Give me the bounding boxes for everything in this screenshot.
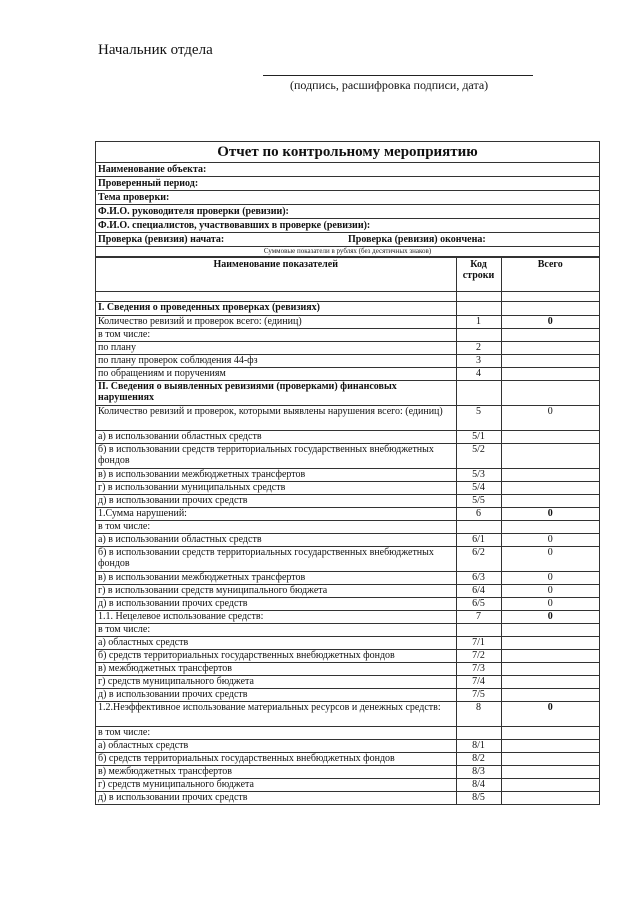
- row-code: 6/1: [456, 534, 501, 547]
- row-total: [501, 663, 599, 676]
- row-code: 7/5: [456, 689, 501, 702]
- row-code: 8: [456, 702, 501, 727]
- field-dates: [96, 233, 599, 247]
- report-form: [95, 141, 600, 805]
- table-row: [96, 431, 599, 444]
- position-title: Начальник отдела: [98, 42, 213, 58]
- row-code: 5/4: [456, 482, 501, 495]
- row-name: в) в использовании межбюджетных трансфертов: [96, 572, 456, 585]
- row-code: 6/2: [456, 547, 501, 572]
- row-code: [456, 302, 501, 316]
- row-total: [501, 381, 599, 406]
- row-total: [501, 329, 599, 342]
- table-row: [96, 534, 599, 547]
- row-total: [501, 650, 599, 663]
- field-period: Проверенный период:: [96, 177, 599, 191]
- row-total: 0: [501, 406, 599, 431]
- row-name: в) межбюджетных трансфертов: [96, 766, 456, 779]
- table-row: [96, 624, 599, 637]
- row-name: Количество ревизий и проверок всего: (единиц): [96, 316, 456, 329]
- table-row: [96, 482, 599, 495]
- table-row: [96, 381, 599, 406]
- row-name: 1.2.Неэффективное использование материальных ресурсов и денежных средств:: [96, 702, 456, 727]
- row-code: 5/5: [456, 495, 501, 508]
- table-row: [96, 469, 599, 482]
- table-row: [96, 585, 599, 598]
- table-row: [96, 329, 599, 342]
- row-code: 7/1: [456, 637, 501, 650]
- table-row: [96, 521, 599, 534]
- table-row: [96, 547, 599, 572]
- row-code: 3: [456, 355, 501, 368]
- row-code: 7: [456, 611, 501, 624]
- table-row: [96, 302, 599, 316]
- row-code: [456, 727, 501, 740]
- row-name: д) в использовании прочих средств: [96, 598, 456, 611]
- row-name: б) в использовании средств территориальных государственных внебюджетных фондов: [96, 547, 456, 572]
- field-specialists: Ф.И.О. специалистов, участвовавших в проверке (ревизии):: [96, 219, 599, 233]
- row-code: 8/4: [456, 779, 501, 792]
- row-code: 5/1: [456, 431, 501, 444]
- row-total: 0: [501, 585, 599, 598]
- table-row: [96, 663, 599, 676]
- row-total: [501, 676, 599, 689]
- row-name: II. Сведения о выявленных ревизиями (проверками) финансовых нарушениях: [96, 381, 456, 406]
- column-header-name: Наименование показателей: [96, 258, 456, 292]
- row-name: Количество ревизий и проверок, которыми выявлены нарушения всего: (единиц): [96, 406, 456, 431]
- table-row: [96, 792, 599, 805]
- field-started: Проверка (ревизия) начата:: [98, 234, 225, 245]
- table-row: [96, 342, 599, 355]
- row-name: а) в использовании областных средств: [96, 431, 456, 444]
- row-code: 8/1: [456, 740, 501, 753]
- row-code: 8/5: [456, 792, 501, 805]
- row-code: [456, 624, 501, 637]
- table-row: [96, 406, 599, 431]
- row-total: 0: [501, 611, 599, 624]
- row-name: г) средств муниципального бюджета: [96, 676, 456, 689]
- table-row: [96, 572, 599, 585]
- row-code: 5/3: [456, 469, 501, 482]
- field-head: Ф.И.О. руководителя проверки (ревизии):: [96, 205, 599, 219]
- row-total: [501, 495, 599, 508]
- indicators-table: [96, 257, 599, 805]
- row-total: 0: [501, 316, 599, 329]
- row-name: в том числе:: [96, 329, 456, 342]
- table-row: [96, 637, 599, 650]
- row-name: а) в использовании областных средств: [96, 534, 456, 547]
- row-name: по обращениям и поручениям: [96, 368, 456, 381]
- row-total: [501, 431, 599, 444]
- table-row: [96, 355, 599, 368]
- table-row: [96, 611, 599, 624]
- row-code: 7/3: [456, 663, 501, 676]
- row-total: [501, 792, 599, 805]
- row-code: 8/2: [456, 753, 501, 766]
- row-name: г) в использовании средств муниципального бюджета: [96, 585, 456, 598]
- row-total: [501, 469, 599, 482]
- row-total: [501, 766, 599, 779]
- row-name: 1.1. Нецелевое использование средств:: [96, 611, 456, 624]
- row-code: 7/2: [456, 650, 501, 663]
- row-total: 0: [501, 702, 599, 727]
- table-row: [96, 444, 599, 469]
- row-total: 0: [501, 508, 599, 521]
- table-row: [96, 753, 599, 766]
- row-total: [501, 779, 599, 792]
- row-name: г) в использовании муниципальных средств: [96, 482, 456, 495]
- row-name: в том числе:: [96, 624, 456, 637]
- row-total: [501, 482, 599, 495]
- row-name: д) в использовании прочих средств: [96, 792, 456, 805]
- row-name: в том числе:: [96, 521, 456, 534]
- row-code: [456, 381, 501, 406]
- row-name: а) областных средств: [96, 740, 456, 753]
- row-total: 0: [501, 534, 599, 547]
- table-row: [96, 368, 599, 381]
- row-total: [501, 637, 599, 650]
- table-row: [96, 702, 599, 727]
- column-header-code: Код строки: [456, 258, 501, 292]
- row-total: [501, 740, 599, 753]
- table-row: [96, 779, 599, 792]
- row-total: 0: [501, 598, 599, 611]
- row-total: [501, 727, 599, 740]
- row-total: [501, 753, 599, 766]
- row-total: [501, 689, 599, 702]
- signature-caption: (подпись, расшифровка подписи, дата): [290, 78, 489, 92]
- table-row: [96, 598, 599, 611]
- table-row: [96, 495, 599, 508]
- row-total: [501, 302, 599, 316]
- row-code: 6/4: [456, 585, 501, 598]
- row-total: [501, 521, 599, 534]
- row-name: в) в использовании межбюджетных трансфертов: [96, 469, 456, 482]
- row-code: 6/5: [456, 598, 501, 611]
- table-row: [96, 766, 599, 779]
- row-total: 0: [501, 547, 599, 572]
- row-total: [501, 444, 599, 469]
- row-name: б) в использовании средств территориальных государственных внебюджетных фондов: [96, 444, 456, 469]
- row-name: I. Сведения о проведенных проверках (ревизиях): [96, 302, 456, 316]
- row-code: 5: [456, 406, 501, 431]
- table-row: [96, 740, 599, 753]
- row-name: по плану проверок соблюдения 44-фз: [96, 355, 456, 368]
- row-total: [501, 355, 599, 368]
- row-total: [501, 368, 599, 381]
- row-name: г) средств муниципального бюджета: [96, 779, 456, 792]
- row-name: а) областных средств: [96, 637, 456, 650]
- row-name: 1.Сумма нарушений:: [96, 508, 456, 521]
- row-name: б) средств территориальных государственных внебюджетных фондов: [96, 753, 456, 766]
- table-row: [96, 508, 599, 521]
- row-code: [456, 329, 501, 342]
- row-code: 6/3: [456, 572, 501, 585]
- report-title: Отчет по контрольному мероприятию: [96, 142, 599, 163]
- table-row: [96, 727, 599, 740]
- table-row: [96, 689, 599, 702]
- row-code: [456, 521, 501, 534]
- field-finished: Проверка (ревизия) окончена:: [348, 234, 486, 245]
- row-code: 6: [456, 508, 501, 521]
- row-name: д) в использовании прочих средств: [96, 495, 456, 508]
- row-total: [501, 342, 599, 355]
- row-name: в) межбюджетных трансфертов: [96, 663, 456, 676]
- table-row: [96, 650, 599, 663]
- amounts-note: Суммовые показатели в рублях (без десятичных знаков): [96, 247, 599, 257]
- row-name: по плану: [96, 342, 456, 355]
- row-name: б) средств территориальных государственных внебюджетных фондов: [96, 650, 456, 663]
- row-code: 1: [456, 316, 501, 329]
- field-topic: Тема проверки:: [96, 191, 599, 205]
- field-object: Наименование объекта:: [96, 163, 599, 177]
- row-name: д) в использовании прочих средств: [96, 689, 456, 702]
- table-row: [96, 676, 599, 689]
- row-name: в том числе:: [96, 727, 456, 740]
- table-row: [96, 316, 599, 329]
- column-header-total: Всего: [501, 258, 599, 292]
- row-code: 5/2: [456, 444, 501, 469]
- row-code: 4: [456, 368, 501, 381]
- row-total: [501, 624, 599, 637]
- row-code: 7/4: [456, 676, 501, 689]
- row-code: 2: [456, 342, 501, 355]
- row-code: 8/3: [456, 766, 501, 779]
- row-total: 0: [501, 572, 599, 585]
- signature-line: [263, 75, 533, 76]
